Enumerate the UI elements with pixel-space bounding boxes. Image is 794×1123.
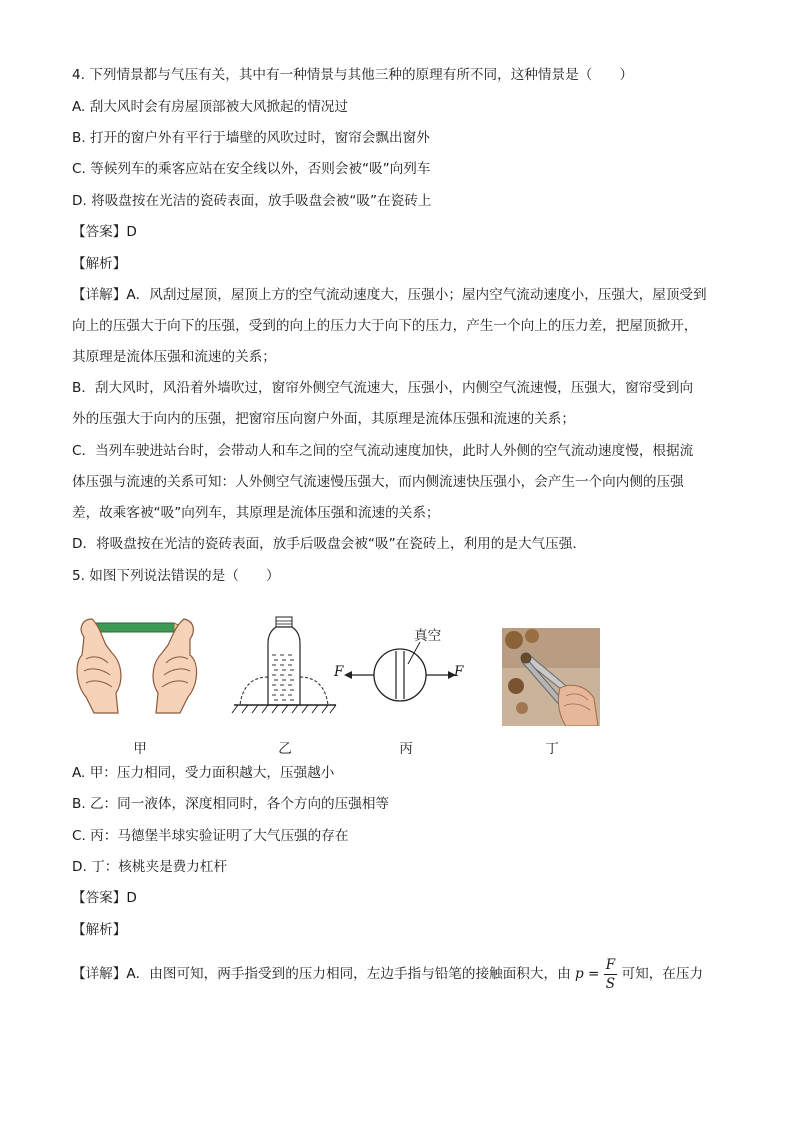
q4-option-c: C. 等候列车的乘客应站在安全线以外，否则会被“吸”向列车 [72,161,431,177]
q4-detail-line: 外的压强大于向内的压强，把窗帘压向窗户外面，其原理是流体压强和流速的关系； [72,411,575,427]
force-label-right: F [454,664,464,680]
sphere [374,649,426,701]
pencil-body [94,623,174,632]
bottle-cap [276,617,292,627]
q5-option-c: C. 丙：马德堡半球实验证明了大气压强的存在 [72,828,349,844]
q5-detail-line [72,953,703,995]
figure-yi-bottle [230,615,340,720]
figure-label-bing: 丙 [399,741,413,757]
q4-detail-line: 其原理是流体压强和流速的关系； [72,349,276,365]
q5-option-d: D. 丁：核桃夹是费力杠杆 [72,859,228,875]
q5-analysis-heading: 【解析】 [72,922,127,938]
q5-answer: 【答案】D [72,890,137,906]
vacuum-label: 真空 [414,628,442,644]
bottle-body [268,627,300,705]
q4-detail-line: C．当列车驶进站台时，会带动人和车之间的空气流动速度加快，此时人外侧的空气流动速度慢，根据流 [72,443,694,459]
left-hand [77,619,121,713]
figure-label-yi: 乙 [278,741,292,757]
walnut [508,678,524,694]
formula-equals: = [583,966,604,982]
force-label-left: F [334,664,344,680]
q5-stem: 5. 如图下列说法错误的是（ ） [72,568,280,584]
right-hand [153,619,197,713]
figure-label-jia: 甲 [133,741,147,757]
figure-bing-hemispheres [330,620,470,710]
q5-detail-prefix: 【详解】A．由图可知，两手指受到的压力相同，左边手指与铅笔的接触面积大，由 [72,966,571,982]
q4-detail-line: 【详解】A．风刮过屋顶，屋顶上方的空气流动速度大，压强小；屋内空气流动速度小，压强大，屋顶受到 [72,287,707,303]
formula-lhs: p [575,966,584,982]
q4-detail-line: B．刮大风时，风沿着外墙吹过，窗帘外侧空气流速大，压强小，内侧空气流速慢，压强大，窗帘受到向 [72,380,694,396]
q4-stem: 4. 下列情景都与气压有关，其中有一种情景与其他三种的原理有所不同，这种情景是（ ） [72,67,634,83]
q4-analysis-heading: 【解析】 [72,256,127,272]
q4-answer: 【答案】D [72,224,137,240]
q4-detail-line: 体压强与流速的关系可知：人外侧空气流速慢压强大，而内侧流速快压强小，会产生一个向内侧的压强 [72,474,684,490]
figure-label-ding: 丁 [545,741,559,757]
formula-denominator: S [605,975,616,992]
q4-detail-line: D．将吸盘按在光洁的瓷砖表面，放手后吸盘会被“吸”在瓷砖上，利用的是大气压强． [72,536,586,552]
q5-detail-suffix: 可知，在压力 [621,966,704,982]
left-stream [240,677,268,705]
q4-option-d: D. 将吸盘按在光洁的瓷砖表面，放手吸盘会被“吸”在瓷砖上 [72,193,432,209]
pressure-formula-fraction [604,956,617,993]
q5-option-b: B. 乙：同一液体，深度相同时，各个方向的压强相等 [72,796,390,812]
right-stream [300,677,328,705]
figure-jia-pencil-hands [72,615,202,715]
q5-option-a: A. 甲：压力相同，受力面积越大，压强越小 [72,765,335,781]
q4-option-b: B. 打开的窗户外有平行于墙壁的风吹过时，窗帘会飘出窗外 [72,130,430,146]
figure-ding-nutcracker-photo [502,628,600,726]
q4-option-a: A. 刮大风时会有房屋顶部被大风掀起的情况过 [72,99,348,115]
q4-detail-line: 差，故乘客被“吸”向列车，其原理是流体压强和流速的关系； [72,505,440,521]
q4-detail-line: 向上的压强大于向下的压强，受到的向上的压力大于向下的压力，产生一个向上的压力差，把屋顶掀开， [72,318,698,334]
formula-numerator: F [605,956,616,973]
